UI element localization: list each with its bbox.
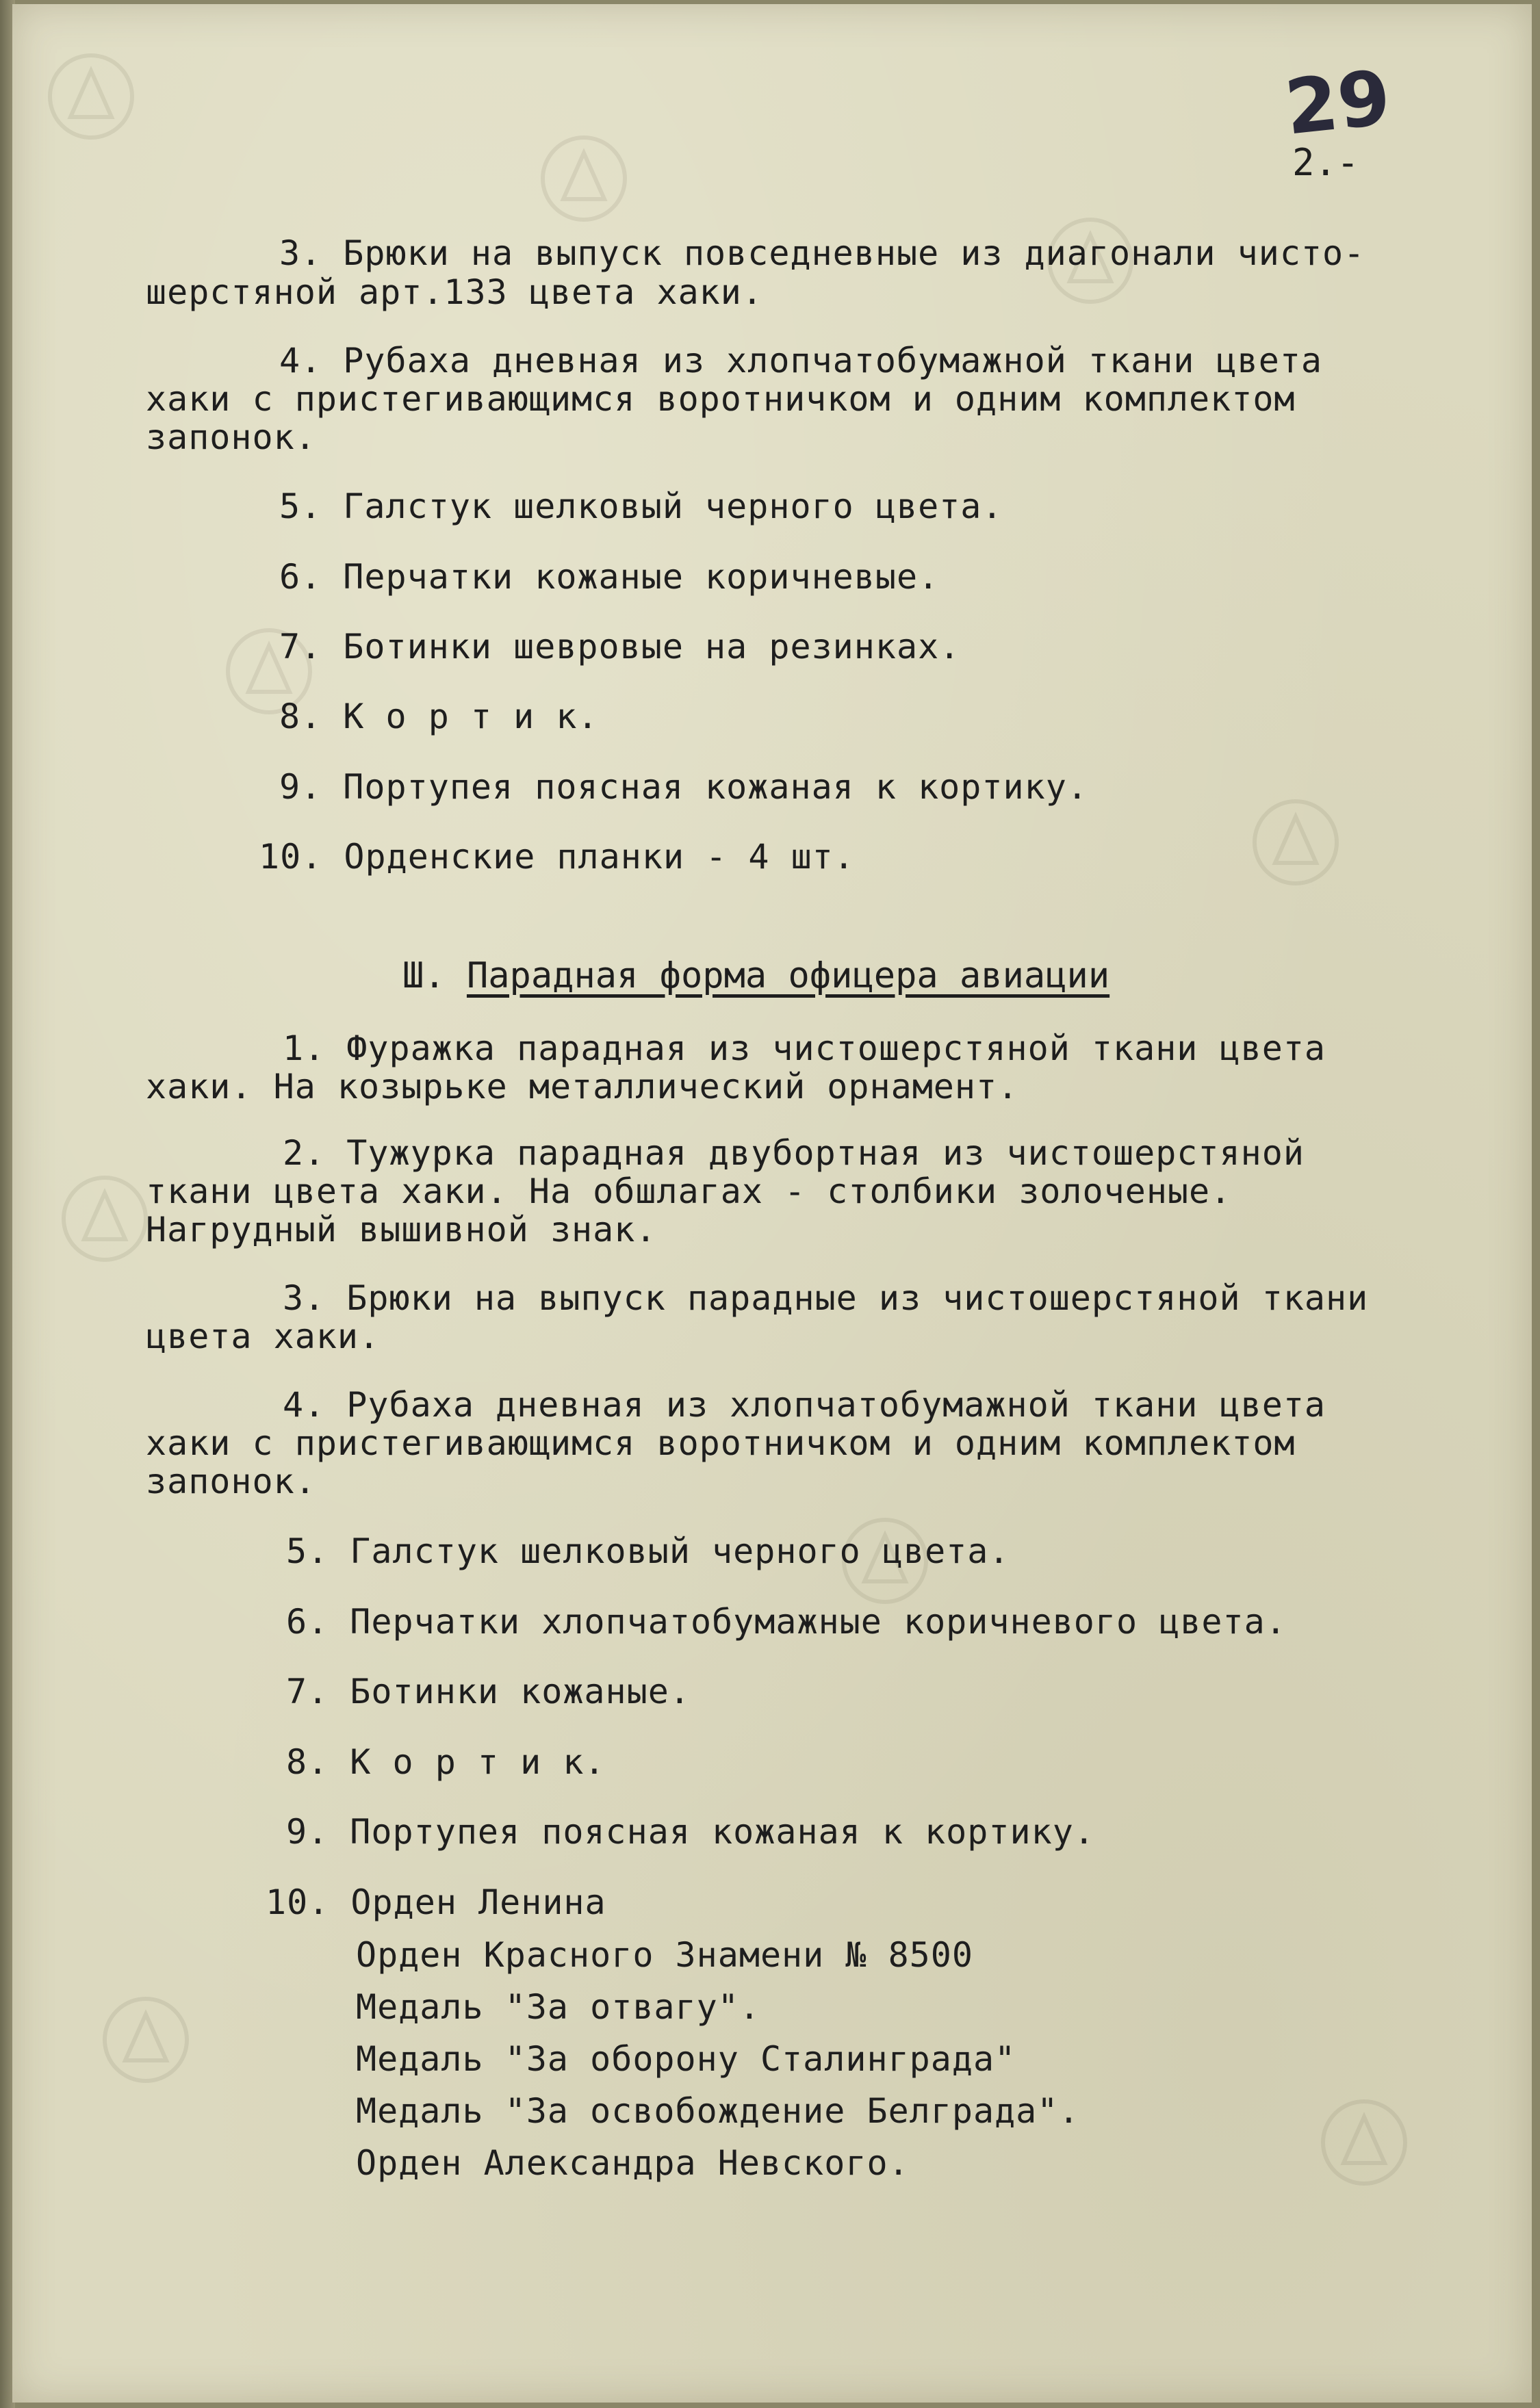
- list-item-line: запонок.: [146, 417, 316, 457]
- document-page: [12, 4, 1532, 2403]
- award-line: Медаль "За освобождение Белграда".: [356, 2091, 1080, 2131]
- list-item-line: хаки с пристегивающимся воротничком и одним комплектом: [146, 1423, 1296, 1463]
- list-item-line: ткани цвета хаки. На обшлагах - столбики золоченые.: [146, 1171, 1232, 1211]
- watermark-emblem-icon: [532, 127, 635, 230]
- list-item-line: 10. Орден Ленина: [266, 1882, 606, 1922]
- watermark-emblem-icon: [94, 1989, 197, 2091]
- sheet-number: 2.-: [1292, 141, 1359, 184]
- watermark-emblem-icon: [40, 45, 142, 148]
- list-item-line: 8. К о р т и к.: [286, 1742, 606, 1782]
- list-item-line: цвета хаки.: [146, 1317, 381, 1356]
- list-item-line: 7. Ботинки шевровые на резинках.: [279, 627, 961, 666]
- list-item-line: 4. Рубаха дневная из хлопчатобумажной ткани цвета: [283, 1385, 1326, 1425]
- list-item-line: 3. Брюки на выпуск парадные из чистошерстяной ткани: [283, 1278, 1369, 1318]
- list-item-line: Нагрудный вышивной знак.: [146, 1210, 657, 1250]
- list-item-line: хаки. На козырьке металлический орнамент.: [146, 1067, 1019, 1106]
- list-item-line: 7. Ботинки кожаные.: [286, 1672, 691, 1711]
- watermark-emblem-icon: [1313, 2091, 1415, 2194]
- handwritten-page-number: 29: [1281, 53, 1395, 152]
- list-item-line: 4. Рубаха дневная из хлопчатобумажной ткани цвета: [279, 341, 1323, 380]
- section-heading: [402, 955, 1109, 996]
- list-item-line: 5. Галстук шелковый черного цвета.: [279, 487, 1003, 526]
- list-item-line: 9. Портупея поясная кожаная к кортику.: [286, 1812, 1095, 1852]
- list-item-line: 8. К о р т и к.: [279, 697, 599, 736]
- watermark-emblem-icon: [1244, 791, 1347, 894]
- list-item-line: 1. Фуражка парадная из чистошерстяной ткани цвета: [283, 1028, 1326, 1068]
- list-item-line: 3. Брюки на выпуск повседневные из диагонали чисто-: [279, 233, 1365, 273]
- section-numeral: Ш.: [402, 955, 446, 996]
- award-line: Орден Александра Невского.: [356, 2143, 910, 2183]
- list-item-line: запонок.: [146, 1462, 316, 1501]
- list-item-line: 2. Тужурка парадная двубортная из чистошерстяной: [283, 1133, 1305, 1173]
- list-item-line: шерстяной арт.133 цвета хаки.: [146, 272, 763, 312]
- list-item-line: 6. Перчатки кожаные коричневые.: [279, 557, 940, 597]
- watermark-emblem-icon: [53, 1167, 156, 1270]
- list-item-line: 6. Перчатки хлопчатобумажные коричневого цвета.: [286, 1602, 1287, 1642]
- award-line: Орден Красного Знамени № 8500: [356, 1935, 973, 1975]
- list-item-line: 9. Портупея поясная кожаная к кортику.: [279, 767, 1088, 807]
- list-item-line: хаки с пристегивающимся воротничком и одним комплектом: [146, 379, 1296, 419]
- list-item-line: 10. Орденские планки - 4 шт.: [259, 837, 855, 877]
- list-item-line: 5. Галстук шелковый черного цвета.: [286, 1531, 1010, 1571]
- award-line: Медаль "За оборону Сталинграда": [356, 2039, 1016, 2079]
- section-title: Парадная форма офицера авиации: [466, 955, 1110, 996]
- award-line: Медаль "За отвагу".: [356, 1987, 760, 2027]
